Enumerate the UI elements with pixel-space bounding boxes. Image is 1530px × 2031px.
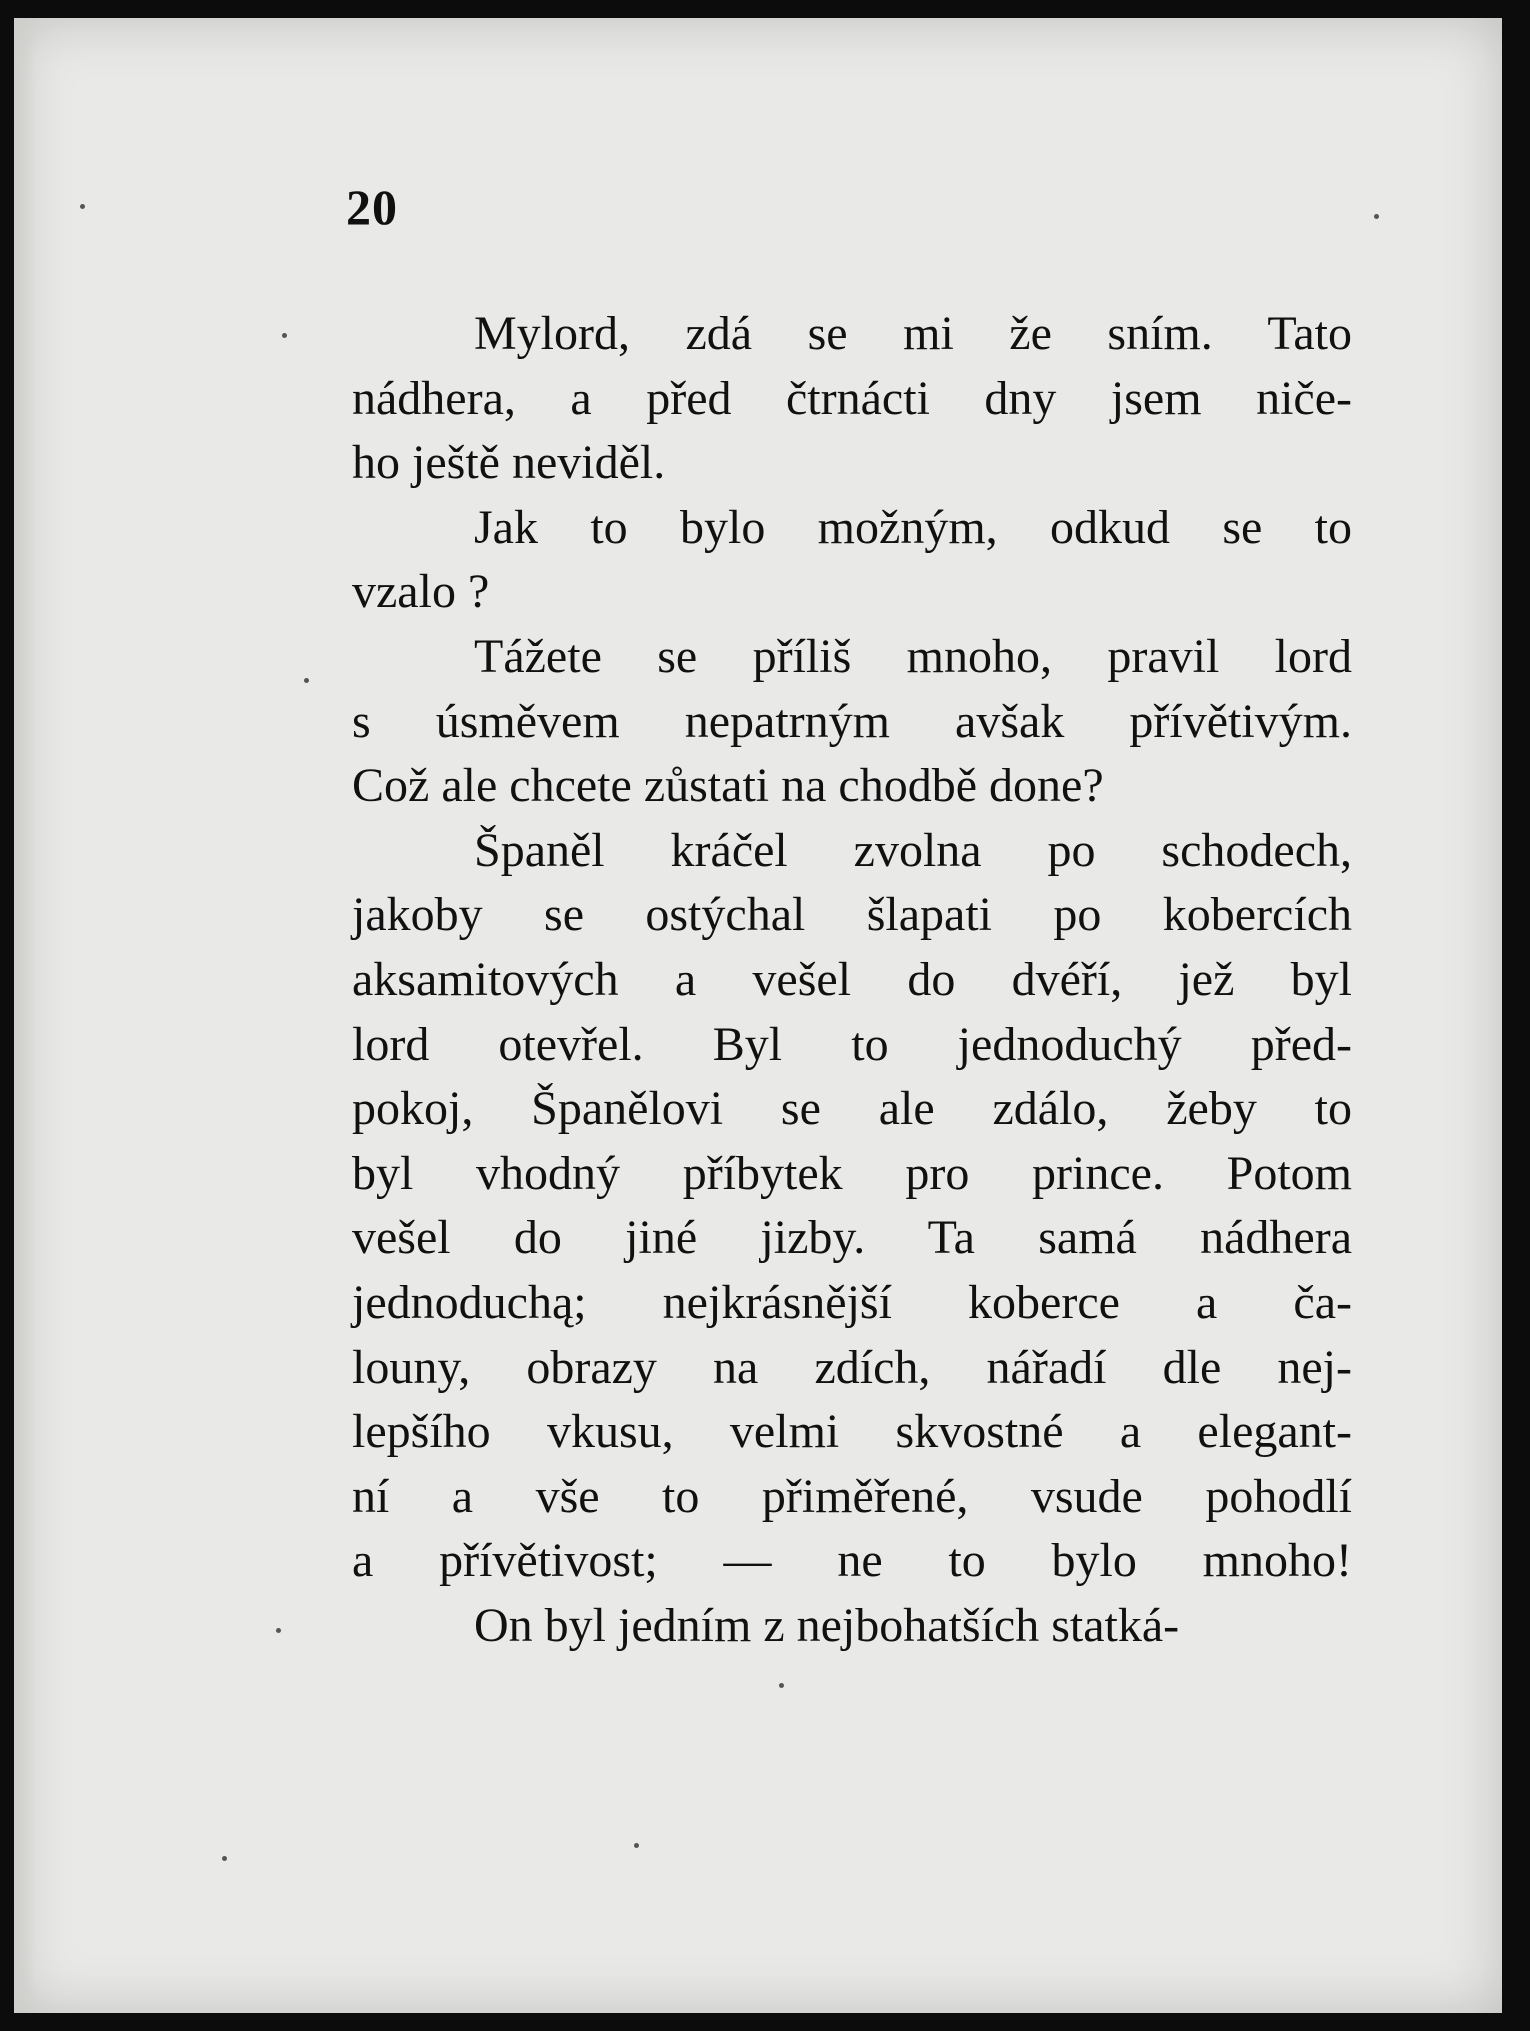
text-line: lord otevřel. Byl to jednoduchý před- <box>352 1017 1352 1071</box>
scan-speck <box>282 333 287 338</box>
text-line: nádhera, a před čtrnácti dny jsem niče- <box>352 371 1352 425</box>
text-line: pokoj, Španělovi se ale zdálo, žeby to <box>352 1082 1352 1136</box>
text-line: Mylord, zdá se mi že sním. Tato <box>474 307 1352 360</box>
text-line: s úsměvem nepatrným avšak přívětivým. <box>352 694 1352 748</box>
text-line: Španěl kráčel zvolna po schodech, <box>474 823 1352 877</box>
text-line: Tážete se příliš mnoho, pravil lord <box>474 629 1352 683</box>
page-edge-shadow <box>14 18 36 2013</box>
page-number: 20 <box>346 179 398 235</box>
text-line: aksamitových a vešel do dvéří, jež byl <box>352 952 1352 1006</box>
scan-speck <box>276 1628 281 1633</box>
text-line: lepšího vkusu, velmi skvostné a elegant- <box>352 1405 1352 1459</box>
scan-speck <box>222 1856 227 1861</box>
scan-speck <box>779 1683 784 1688</box>
text-line: a přívětivost; — ne to bylo mnoho! <box>352 1534 1352 1588</box>
scan-speck <box>1374 214 1379 219</box>
text-line: Jak to bylo možným, odkud se to <box>474 500 1352 554</box>
scan-speck <box>634 1843 639 1848</box>
text-line: On byl jedním z nejbohatších statká- <box>474 1598 1180 1652</box>
text-line: Což ale chcete zůstati na chodbě done? <box>352 759 1104 813</box>
text-line: byl vhodný příbytek pro prince. Potom <box>352 1146 1352 1200</box>
scan-speck <box>80 204 85 209</box>
text-line: ní a vše to přiměřené, vsude pohodlí <box>352 1469 1352 1523</box>
body-text <box>352 302 1352 1658</box>
scan-speck <box>304 678 309 683</box>
text-line: ho ještě neviděl. <box>352 436 666 490</box>
text-line: jakoby se ostýchal šlapati po kobercích <box>352 888 1352 942</box>
text-line: vešel do jiné jizby. Ta samá nádhera <box>352 1211 1352 1265</box>
text-line: jednoduchą; nejkrásnější koberce a ča- <box>352 1275 1352 1329</box>
text-line: louny, obrazy na zdích, nářadí dle nej- <box>352 1340 1352 1394</box>
text-line: vzalo ? <box>352 565 490 619</box>
book-page <box>14 18 1502 2013</box>
